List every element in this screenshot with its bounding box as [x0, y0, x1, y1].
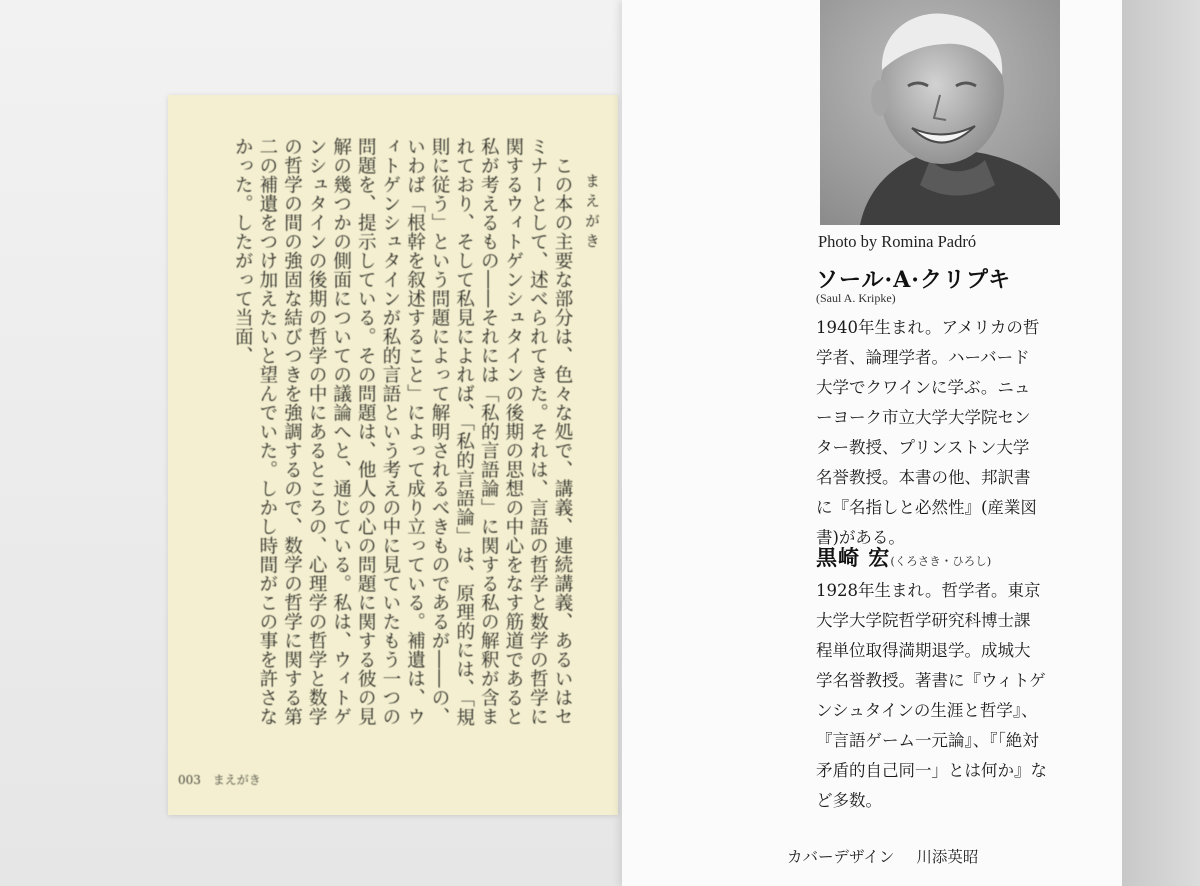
cover-design-credit — [787, 845, 978, 867]
bio-line: 『言語ゲーム一元論』、『「絶対 — [816, 731, 1039, 750]
preface-body-text — [206, 137, 574, 742]
cover-design-label: カバーデザイン — [787, 848, 895, 866]
bio-line: 程単位取得満期退学。成城大 — [816, 641, 1031, 660]
bio-line: 大学大学院哲学研究科博士課 — [816, 611, 1031, 630]
photo-credit: Photo by Romina Padró — [818, 232, 977, 251]
flap-shadow-edge — [1122, 0, 1200, 886]
bio-line: 大学でクワインに学ぶ。ニュ — [816, 378, 1031, 397]
bio-line: 書)がある。 — [816, 528, 905, 547]
bio-line: 矛盾的自己同一」とは何か』な — [816, 761, 1047, 780]
translator-reading: (くろさき・ひろし) — [890, 554, 992, 568]
bio-line: 学者、論理学者。ハーバード — [816, 348, 1030, 367]
preface-paragraph: この本の主要な部分は、色々な処で、講義、連続講義、あるいはセミナーとして、述べられてきた。それは、言語の哲学と数学の哲学に関するウィトゲンシュタインの後期の思想の中心をなす筋道であると私が考えるもの――それには「私的言語論」に関する私の解釈が含まれており、そして私見によれば、「私的言語論」は、原理的には、「規則に従う」という問題によって解明されるべきものであるが――の、いわば「根幹を叙述すること」によって成り立っている。補遺は、ウィトゲンシュタインが私的言語という考えの中に見ていたもう一つの問題を、提示している。その問題は、他人の心の問題に関する彼の見解の幾つかの側面についての議論へと、通じている。私は、ウィトゲンシュタインの後期の哲学の中にあるところの、心理学の哲学と数学の哲学の間の強固な結びつきを強調するので、数学の哲学に関する第二の補遺をつけ加えたいと望んでいた。しかし時間がこの事を許さなかった。したがって当面、 — [232, 137, 573, 727]
translator-heading — [816, 542, 991, 572]
bio-line: 名誉教授。本書の他、邦訳書 — [816, 468, 1031, 487]
bio-line: ど多数。 — [816, 791, 882, 810]
bio-line: 1940年生まれ。アメリカの哲 — [816, 318, 1040, 337]
cover-designer-name: 川添英昭 — [916, 848, 979, 866]
bio-line: ンシュタインの生涯と哲学』、 — [816, 701, 1038, 720]
bio-line: 1928年生まれ。哲学者。東京 — [816, 581, 1041, 600]
page-number: 003 — [178, 773, 201, 787]
chapter-title: まえがき — [583, 173, 601, 253]
bio-line: 学名誉教授。著書に『ウィトゲ — [816, 671, 1046, 690]
author-photo — [820, 0, 1060, 225]
bio-line: ーヨーク市立大学大学院セン — [816, 408, 1031, 427]
page-footer — [178, 771, 269, 788]
book-page-preface — [168, 95, 618, 815]
author-name: ソール·A·クリプキ — [816, 267, 1012, 293]
cover-flap — [622, 0, 1122, 886]
translator-name: 黒崎 宏 — [816, 545, 891, 570]
bio-line: に『名指しと必然性』(産業図 — [816, 498, 1037, 517]
author-bio — [816, 313, 1098, 553]
bio-line: ター教授、プリンストン大学 — [816, 438, 1030, 457]
translator-bio — [816, 576, 1098, 816]
running-head: まえがき — [212, 773, 261, 787]
author-romaji: (Saul A. Kripke) — [816, 291, 896, 305]
